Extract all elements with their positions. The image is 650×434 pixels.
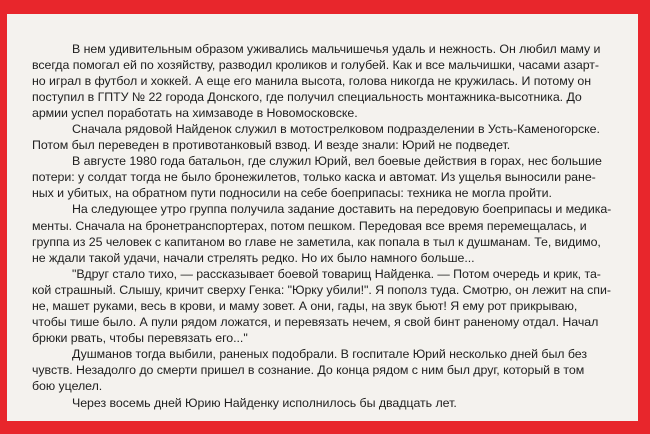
text-line: поступил в ГПТУ № 22 города Донского, где получил специальность монтажника-высотника. До — [32, 90, 582, 105]
paragraph-2 — [32, 121, 612, 153]
text-line: "Вдруг стало тихо, — рассказывает боевой товарищ Найденка. — Потом очередь и крик, та- — [72, 266, 601, 281]
text-line: В нем удивительным образом уживались мальчишечья удаль и нежность. Он любил маму и — [72, 42, 601, 56]
text-line: ных и убитых, на обратном пути подносили на себе боеприпасы: техника не могла пройти. — [32, 186, 552, 201]
text-line: На следующее утро группа получила задание доставить на передовую боеприпасы и медика- — [72, 202, 612, 217]
article-body — [32, 41, 612, 411]
text-line: Через восемь дней Юрию Найденку исполнилось бы двадцать лет. — [72, 396, 457, 411]
paragraph-3 — [32, 153, 612, 201]
text-line: кой страшный. Слышу, кричит сверху Генка: "Юрку убили!". Я пополз туда. Смотрю, он лежит на спи- — [32, 282, 611, 297]
text-line: Душманов тогда выбили, раненых подобрали. В госпитале Юрий несколько дней был без — [72, 346, 587, 361]
paragraph-1 — [32, 41, 612, 121]
text-line: чтобы тише было. А пули рядом ложатся, и перевязать нечем, я свой бинт раненому отдал. Начал — [32, 314, 599, 329]
text-line: но играл в футбол и хоккей. А еще его манила высота, голова никогда не кружилась. И потому он — [32, 74, 592, 89]
text-line: Сначала рядовой Найденок служил в мотострелковом подразделении в Усть-Каменогорске. — [72, 122, 600, 137]
paragraph-7 — [72, 395, 612, 411]
text-line: потери: у солдат тогда не было бронежилетов, только каска и автомат. Из ущелья выносили ране- — [32, 170, 596, 185]
text-line: группа из 25 человек с капитаном во главе не заметила, как попала в тыл к душманам. Те, видимо, — [32, 234, 601, 249]
text-line: армии успел поработать на химзаводе в Новомосковске. — [32, 106, 358, 121]
text-line: бою уцелел. — [32, 378, 103, 393]
paragraph-4 — [32, 201, 612, 265]
paragraph-5 — [32, 266, 612, 346]
paragraph-6 — [32, 346, 612, 394]
text-line: Потом был переведен в противотанковый взвод. И везде знали: Юрий не подведет. — [32, 138, 511, 153]
text-line: всегда помогал ей по хозяйству, разводил кроликов и голубей. Как и все мальчишки, часами азарт- — [32, 58, 599, 73]
text-line: брюки рвать, чтобы перевязать его..." — [32, 330, 248, 345]
text-line: не, машет руками, весь в крови, и маму зовет. А они, гады, на звук бьют! Я ему рот прикрываю, — [32, 298, 578, 313]
text-line: В августе 1980 года батальон, где служил Юрий, вел боевые действия в горах, нес большие — [72, 154, 602, 169]
text-line: чувств. Незадолго до смерти пришел в сознание. До конца рядом с ним был друг, который в том — [32, 362, 585, 377]
text-line: не ждали такой удачи, начали стрелять редко. Но их было намного больше... — [32, 250, 475, 265]
text-line: менты. Сначала на бронетранспортерах, потом пешком. Передовая все время перемещалась, и — [32, 218, 587, 233]
